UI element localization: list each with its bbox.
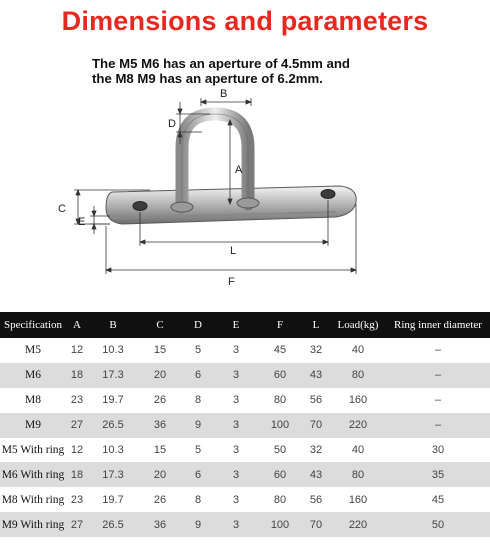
table-cell: 27 xyxy=(66,512,88,537)
table-cell: – xyxy=(386,388,490,413)
table-cell: 32 xyxy=(302,338,330,363)
table-cell: 3 xyxy=(214,388,258,413)
table-cell: 15 xyxy=(138,338,182,363)
spec-table xyxy=(0,312,490,537)
column-header: E xyxy=(214,312,258,338)
table-cell: 23 xyxy=(66,388,88,413)
table-cell: – xyxy=(386,338,490,363)
column-header: Specification xyxy=(0,312,66,338)
table-cell: 40 xyxy=(330,338,386,363)
aperture-note-line-1: The M5 M6 has an aperture of 4.5mm and xyxy=(92,56,350,71)
spec-cell: M5 With ring xyxy=(0,438,66,463)
table-cell: 20 xyxy=(138,363,182,388)
table-cell: 6 xyxy=(182,363,214,388)
table-cell: 45 xyxy=(258,338,302,363)
table-cell: 3 xyxy=(214,438,258,463)
table-cell: 9 xyxy=(182,413,214,438)
table-cell: 160 xyxy=(330,487,386,512)
table-cell: 12 xyxy=(66,338,88,363)
table-row xyxy=(0,338,490,363)
table-cell: 8 xyxy=(182,487,214,512)
column-header: Load(kg) xyxy=(330,312,386,338)
table-cell: 70 xyxy=(302,512,330,537)
table-cell: 10.3 xyxy=(88,338,138,363)
table-cell: 100 xyxy=(258,512,302,537)
table-row xyxy=(0,487,490,512)
table-header-row xyxy=(0,312,490,338)
column-header: A xyxy=(66,312,88,338)
aperture-note-line-2: the M8 M9 has an aperture of 6.2mm. xyxy=(92,71,323,86)
dim-label-f: F xyxy=(228,276,235,288)
table-row xyxy=(0,363,490,388)
dim-label-a: A xyxy=(235,164,243,176)
table-cell: 3 xyxy=(214,512,258,537)
table-cell: 26 xyxy=(138,487,182,512)
table-cell: 10.3 xyxy=(88,438,138,463)
dim-label-l: L xyxy=(230,245,237,257)
table-cell: 43 xyxy=(302,363,330,388)
table-cell: 15 xyxy=(138,438,182,463)
table-row xyxy=(0,388,490,413)
dim-label-e: E xyxy=(78,216,86,228)
table-cell: 3 xyxy=(214,487,258,512)
table-cell: 6 xyxy=(182,462,214,487)
table-cell: 19.7 xyxy=(88,388,138,413)
dim-label-d: D xyxy=(168,118,176,130)
table-cell: 9 xyxy=(182,512,214,537)
column-header: C xyxy=(138,312,182,338)
table-cell: 17.3 xyxy=(88,462,138,487)
table-cell: 80 xyxy=(330,363,386,388)
table-cell: 3 xyxy=(214,462,258,487)
table-cell: 5 xyxy=(182,438,214,463)
table-row xyxy=(0,438,490,463)
table-cell: 60 xyxy=(258,462,302,487)
table-body xyxy=(0,338,490,537)
spec-cell: M6 xyxy=(0,363,66,388)
table-cell: 40 xyxy=(330,438,386,463)
table-cell: 50 xyxy=(386,512,490,537)
table-cell: 35 xyxy=(386,462,490,487)
left-mount-hole xyxy=(133,202,147,211)
base-plate xyxy=(106,186,356,224)
table-row xyxy=(0,512,490,537)
column-header: Ring inner diameter xyxy=(386,312,490,338)
table-row xyxy=(0,413,490,438)
table-cell: 17.3 xyxy=(88,363,138,388)
table-cell: 12 xyxy=(66,438,88,463)
table-cell: 30 xyxy=(386,438,490,463)
aperture-note xyxy=(92,56,422,86)
table-row xyxy=(0,462,490,487)
dimension-lines xyxy=(74,98,356,274)
column-header: L xyxy=(302,312,330,338)
table-cell: 26.5 xyxy=(88,512,138,537)
table-cell: 220 xyxy=(330,512,386,537)
spec-cell: M8 With ring xyxy=(0,487,66,512)
table-cell: 32 xyxy=(302,438,330,463)
table-cell: 160 xyxy=(330,388,386,413)
table-cell: 5 xyxy=(182,338,214,363)
table-cell: 80 xyxy=(258,487,302,512)
column-header: B xyxy=(88,312,138,338)
spec-cell: M6 With ring xyxy=(0,462,66,487)
spec-cell: M9 With ring xyxy=(0,512,66,537)
table-cell: 43 xyxy=(302,462,330,487)
spec-cell: M9 xyxy=(0,413,66,438)
table-cell: 50 xyxy=(258,438,302,463)
dim-label-c: C xyxy=(58,203,66,215)
table-cell: 36 xyxy=(138,413,182,438)
table-cell: 19.7 xyxy=(88,487,138,512)
table-cell: 80 xyxy=(258,388,302,413)
column-header: F xyxy=(258,312,302,338)
table-cell: – xyxy=(386,413,490,438)
table-cell: 3 xyxy=(214,363,258,388)
spec-cell: M8 xyxy=(0,388,66,413)
page-title: Dimensions and parameters xyxy=(61,6,429,36)
table-cell: 220 xyxy=(330,413,386,438)
table-cell: 56 xyxy=(302,487,330,512)
table-cell: 26.5 xyxy=(88,413,138,438)
table-cell: 18 xyxy=(66,363,88,388)
right-mount-hole xyxy=(321,190,335,199)
dim-label-b: B xyxy=(220,88,228,100)
table-cell: 20 xyxy=(138,462,182,487)
table-cell: 100 xyxy=(258,413,302,438)
table-cell: 26 xyxy=(138,388,182,413)
table-cell: 8 xyxy=(182,388,214,413)
table-cell: 60 xyxy=(258,363,302,388)
table-cell: 23 xyxy=(66,487,88,512)
table-cell: 3 xyxy=(214,413,258,438)
table-cell: 70 xyxy=(302,413,330,438)
table-cell: 3 xyxy=(214,338,258,363)
table-cell: 80 xyxy=(330,462,386,487)
table-cell: 27 xyxy=(66,413,88,438)
spec-cell: M5 xyxy=(0,338,66,363)
column-header: D xyxy=(182,312,214,338)
table-cell: – xyxy=(386,363,490,388)
pad-eye-dimension-diagram xyxy=(40,84,420,296)
table-cell: 56 xyxy=(302,388,330,413)
table-cell: 18 xyxy=(66,462,88,487)
table-cell: 45 xyxy=(386,487,490,512)
table-cell: 36 xyxy=(138,512,182,537)
